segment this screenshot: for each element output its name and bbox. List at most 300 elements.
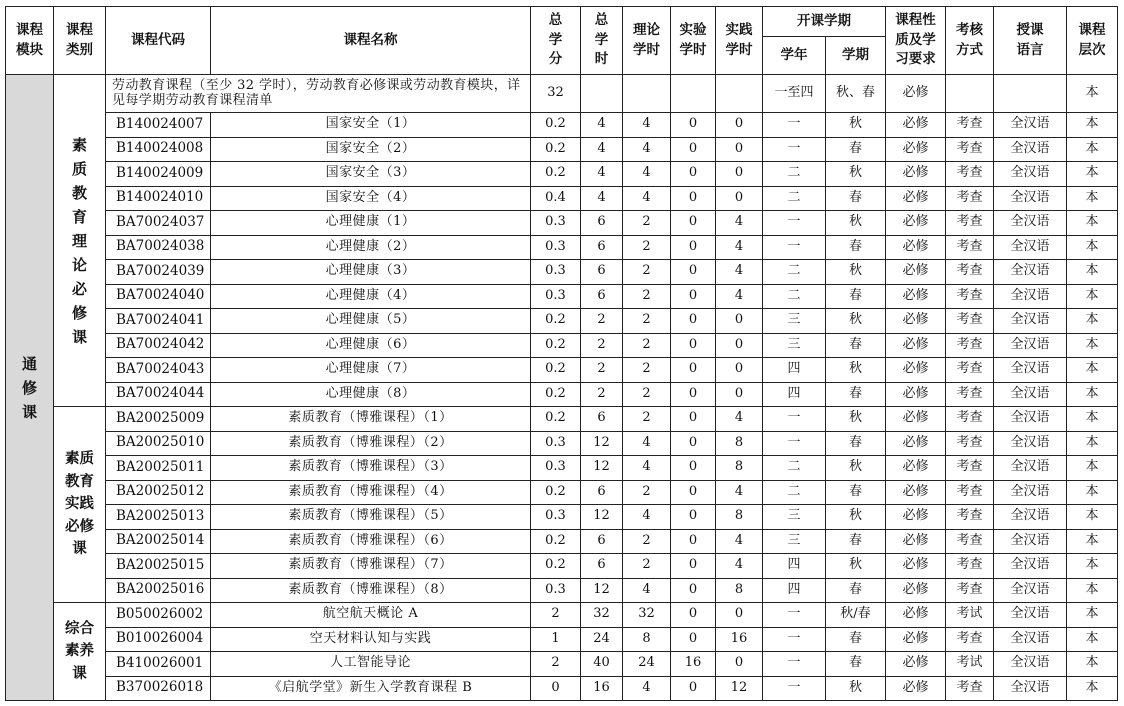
year-cell: 四 — [763, 382, 826, 407]
theory-cell: 2 — [623, 358, 671, 383]
code-cell: BA20025016 — [106, 578, 211, 603]
lang-cell: 全汉语 — [994, 382, 1067, 407]
practice-cell: 0 — [716, 652, 763, 677]
year-cell: 二 — [763, 260, 826, 285]
term-cell: 秋 — [826, 676, 886, 701]
module-label: 通修课 — [21, 354, 37, 421]
credit-cell: 0.3 — [531, 456, 581, 481]
level-cell: 本 — [1067, 235, 1118, 260]
lab-cell — [671, 75, 716, 113]
name-cell: 心理健康（8） — [211, 382, 531, 407]
theory-cell: 2 — [623, 529, 671, 554]
lang-cell: 全汉语 — [994, 505, 1067, 530]
year-cell: 一 — [763, 235, 826, 260]
level-cell: 本 — [1067, 652, 1118, 677]
category-cell — [54, 407, 106, 603]
theory-cell: 4 — [623, 113, 671, 138]
credit-cell: 0.3 — [531, 505, 581, 530]
hours-cell: 4 — [581, 113, 623, 138]
code-cell: B140024009 — [106, 162, 211, 187]
name-cell: 素质教育（博雅课程）（4） — [211, 480, 531, 505]
table-row — [6, 75, 1118, 113]
term-cell: 春 — [826, 382, 886, 407]
assess-cell: 考查 — [946, 162, 994, 187]
term-cell: 秋 — [826, 162, 886, 187]
level-cell: 本 — [1067, 505, 1118, 530]
table-row — [6, 603, 1118, 628]
hours-cell: 2 — [581, 358, 623, 383]
lab-cell: 0 — [671, 358, 716, 383]
name-cell: 心理健康（2） — [211, 235, 531, 260]
practice-cell: 0 — [716, 382, 763, 407]
hours-cell: 6 — [581, 529, 623, 554]
credit-cell: 0.4 — [531, 186, 581, 211]
credit-cell: 0.3 — [531, 235, 581, 260]
level-cell: 本 — [1067, 333, 1118, 358]
nature-cell: 必修 — [886, 137, 946, 162]
term-cell: 春 — [826, 652, 886, 677]
code-cell: BA70024044 — [106, 382, 211, 407]
table-row — [6, 113, 1118, 138]
lab-cell: 16 — [671, 652, 716, 677]
header-category: 课程 类别 — [54, 7, 106, 75]
practice-cell: 4 — [716, 260, 763, 285]
assess-cell: 考查 — [946, 260, 994, 285]
name-cell: 素质教育（博雅课程）（8） — [211, 578, 531, 603]
hours-cell: 6 — [581, 407, 623, 432]
nature-cell: 必修 — [886, 578, 946, 603]
hours-cell: 24 — [581, 627, 623, 652]
code-cell: B140024008 — [106, 137, 211, 162]
code-cell: BA70024043 — [106, 358, 211, 383]
assess-cell: 考查 — [946, 627, 994, 652]
lab-cell: 0 — [671, 431, 716, 456]
hours-cell: 6 — [581, 554, 623, 579]
table-row — [6, 407, 1118, 432]
nature-cell: 必修 — [886, 431, 946, 456]
code-cell: B010026004 — [106, 627, 211, 652]
name-cell: 素质教育（博雅课程）（6） — [211, 529, 531, 554]
lab-cell: 0 — [671, 407, 716, 432]
module-cell — [6, 75, 54, 701]
level-cell: 本 — [1067, 554, 1118, 579]
theory-cell: 4 — [623, 186, 671, 211]
lang-cell: 全汉语 — [994, 235, 1067, 260]
table-row — [6, 260, 1118, 285]
name-cell: 人工智能导论 — [211, 652, 531, 677]
table-row — [6, 627, 1118, 652]
code-cell: BA70024041 — [106, 309, 211, 334]
term-cell: 秋 — [826, 505, 886, 530]
header-assess: 考核 方式 — [946, 7, 994, 75]
nature-cell: 必修 — [886, 480, 946, 505]
year-cell: 四 — [763, 554, 826, 579]
header-practice: 实践 学时 — [716, 7, 763, 75]
year-cell: 三 — [763, 505, 826, 530]
term-cell: 秋 — [826, 358, 886, 383]
year-cell: 一 — [763, 431, 826, 456]
lang-cell: 全汉语 — [994, 627, 1067, 652]
term-cell: 春 — [826, 186, 886, 211]
table-row — [6, 578, 1118, 603]
term-cell: 春 — [826, 333, 886, 358]
lang-cell: 全汉语 — [994, 407, 1067, 432]
table-row — [6, 309, 1118, 334]
year-cell: 四 — [763, 578, 826, 603]
level-cell: 本 — [1067, 284, 1118, 309]
year-cell: 一 — [763, 137, 826, 162]
practice-cell: 4 — [716, 284, 763, 309]
lab-cell: 0 — [671, 186, 716, 211]
header-theory: 理论 学时 — [623, 7, 671, 75]
lang-cell: 全汉语 — [994, 309, 1067, 334]
term-cell: 秋 — [826, 211, 886, 236]
theory-cell: 4 — [623, 137, 671, 162]
credit-cell: 0.2 — [531, 529, 581, 554]
lang-cell: 全汉语 — [994, 358, 1067, 383]
term-cell: 秋、春 — [826, 75, 886, 113]
theory-cell: 2 — [623, 407, 671, 432]
credit-cell: 0.2 — [531, 162, 581, 187]
practice-cell: 8 — [716, 505, 763, 530]
level-cell: 本 — [1067, 480, 1118, 505]
theory-cell: 4 — [623, 505, 671, 530]
level-cell: 本 — [1067, 578, 1118, 603]
practice-cell: 4 — [716, 554, 763, 579]
nature-cell: 必修 — [886, 627, 946, 652]
nature-cell: 必修 — [886, 529, 946, 554]
lab-cell: 0 — [671, 235, 716, 260]
level-cell: 本 — [1067, 75, 1118, 113]
category-cell — [54, 603, 106, 701]
level-cell: 本 — [1067, 676, 1118, 701]
name-cell: 心理健康（4） — [211, 284, 531, 309]
level-cell: 本 — [1067, 358, 1118, 383]
hours-cell: 2 — [581, 382, 623, 407]
lab-cell: 0 — [671, 480, 716, 505]
header-term: 学期 — [826, 37, 886, 75]
code-cell: BA20025012 — [106, 480, 211, 505]
theory-cell: 4 — [623, 578, 671, 603]
assess-cell: 考查 — [946, 235, 994, 260]
theory-cell: 32 — [623, 603, 671, 628]
hours-cell — [581, 75, 623, 113]
hours-cell: 12 — [581, 431, 623, 456]
level-cell: 本 — [1067, 456, 1118, 481]
year-cell: 一 — [763, 676, 826, 701]
lab-cell: 0 — [671, 505, 716, 530]
code-cell: BA20025009 — [106, 407, 211, 432]
table-row — [6, 162, 1118, 187]
header-lab: 实验 学时 — [671, 7, 716, 75]
code-cell: BA20025011 — [106, 456, 211, 481]
theory-cell: 2 — [623, 260, 671, 285]
assess-cell: 考查 — [946, 382, 994, 407]
practice-cell: 4 — [716, 211, 763, 236]
term-cell: 秋 — [826, 260, 886, 285]
level-cell: 本 — [1067, 407, 1118, 432]
term-cell: 秋 — [826, 113, 886, 138]
nature-cell: 必修 — [886, 603, 946, 628]
name-cell: 航空航天概论 A — [211, 603, 531, 628]
theory-cell: 4 — [623, 162, 671, 187]
level-cell: 本 — [1067, 137, 1118, 162]
year-cell: 一 — [763, 407, 826, 432]
name-cell: 《启航学堂》新生入学教育课程 B — [211, 676, 531, 701]
lab-cell: 0 — [671, 211, 716, 236]
hours-cell: 40 — [581, 652, 623, 677]
assess-cell: 考查 — [946, 284, 994, 309]
nature-cell: 必修 — [886, 162, 946, 187]
year-cell: 三 — [763, 309, 826, 334]
practice-cell: 0 — [716, 333, 763, 358]
term-cell: 春 — [826, 578, 886, 603]
lab-cell: 0 — [671, 676, 716, 701]
lang-cell: 全汉语 — [994, 284, 1067, 309]
table-row — [6, 284, 1118, 309]
lang-cell — [994, 75, 1067, 113]
nature-cell: 必修 — [886, 75, 946, 113]
year-cell: 三 — [763, 529, 826, 554]
assess-cell: 考查 — [946, 113, 994, 138]
name-cell: 素质教育（博雅课程）（1） — [211, 407, 531, 432]
hours-cell: 6 — [581, 284, 623, 309]
practice-cell: 8 — [716, 456, 763, 481]
name-cell: 空天材料认知与实践 — [211, 627, 531, 652]
table-row — [6, 456, 1118, 481]
assess-cell: 考查 — [946, 137, 994, 162]
code-cell: BA70024037 — [106, 211, 211, 236]
practice-cell: 0 — [716, 603, 763, 628]
header-semester: 开课学期 — [763, 7, 886, 37]
theory-cell: 4 — [623, 676, 671, 701]
nature-cell: 必修 — [886, 284, 946, 309]
term-cell: 秋 — [826, 309, 886, 334]
year-cell: 一至四 — [763, 75, 826, 113]
theory-cell: 2 — [623, 554, 671, 579]
hours-cell: 6 — [581, 260, 623, 285]
lang-cell: 全汉语 — [994, 162, 1067, 187]
theory-cell: 2 — [623, 480, 671, 505]
header-module-text: 课程 模块 — [16, 21, 43, 58]
nature-cell: 必修 — [886, 382, 946, 407]
credit-cell: 0.2 — [531, 407, 581, 432]
name-cell: 心理健康（3） — [211, 260, 531, 285]
table-row — [6, 554, 1118, 579]
assess-cell: 考试 — [946, 603, 994, 628]
practice-cell: 4 — [716, 235, 763, 260]
lab-cell: 0 — [671, 309, 716, 334]
hours-cell: 12 — [581, 456, 623, 481]
assess-cell — [946, 75, 994, 113]
term-cell: 秋 — [826, 554, 886, 579]
practice-cell: 0 — [716, 162, 763, 187]
nature-cell: 必修 — [886, 652, 946, 677]
nature-cell: 必修 — [886, 456, 946, 481]
lang-cell: 全汉语 — [994, 260, 1067, 285]
nature-cell: 必修 — [886, 186, 946, 211]
year-cell: 二 — [763, 456, 826, 481]
assess-cell: 考查 — [946, 480, 994, 505]
code-cell: B410026001 — [106, 652, 211, 677]
hours-cell: 4 — [581, 137, 623, 162]
practice-cell: 12 — [716, 676, 763, 701]
header-year: 学年 — [763, 37, 826, 75]
lang-cell: 全汉语 — [994, 578, 1067, 603]
credit-cell: 0.2 — [531, 480, 581, 505]
credit-cell: 0.2 — [531, 309, 581, 334]
code-cell: B140024007 — [106, 113, 211, 138]
name-cell: 素质教育（博雅课程）（3） — [211, 456, 531, 481]
level-cell: 本 — [1067, 627, 1118, 652]
term-cell: 春 — [826, 529, 886, 554]
theory-cell: 2 — [623, 309, 671, 334]
lang-cell: 全汉语 — [994, 431, 1067, 456]
practice-cell — [716, 75, 763, 113]
lang-cell: 全汉语 — [994, 113, 1067, 138]
credit-cell: 0.2 — [531, 113, 581, 138]
year-cell: 二 — [763, 186, 826, 211]
practice-cell: 0 — [716, 186, 763, 211]
header-lang: 授课 语言 — [994, 7, 1067, 75]
nature-cell: 必修 — [886, 260, 946, 285]
term-cell: 春 — [826, 480, 886, 505]
name-cell: 国家安全（4） — [211, 186, 531, 211]
credit-cell: 2 — [531, 652, 581, 677]
lab-cell: 0 — [671, 627, 716, 652]
term-cell: 春 — [826, 235, 886, 260]
level-cell: 本 — [1067, 382, 1118, 407]
level-cell: 本 — [1067, 529, 1118, 554]
year-cell: 二 — [763, 162, 826, 187]
category-cell — [54, 75, 106, 407]
code-cell: B050026002 — [106, 603, 211, 628]
year-cell: 一 — [763, 113, 826, 138]
code-cell: BA20025014 — [106, 529, 211, 554]
level-cell: 本 — [1067, 162, 1118, 187]
practice-cell: 4 — [716, 480, 763, 505]
category-label: 素质教育实践必修课 — [65, 450, 94, 558]
term-cell: 春 — [826, 284, 886, 309]
table-row — [6, 505, 1118, 530]
code-cell: BA20025010 — [106, 431, 211, 456]
credit-cell: 2 — [531, 603, 581, 628]
theory-cell: 2 — [623, 333, 671, 358]
practice-cell: 0 — [716, 113, 763, 138]
table-row — [6, 480, 1118, 505]
hours-cell: 16 — [581, 676, 623, 701]
hours-cell: 12 — [581, 578, 623, 603]
code-cell: BA20025013 — [106, 505, 211, 530]
table-body — [6, 75, 1118, 701]
table-row — [6, 431, 1118, 456]
header-module — [6, 7, 54, 75]
assess-cell: 考试 — [946, 652, 994, 677]
code-cell: B370026018 — [106, 676, 211, 701]
nature-cell: 必修 — [886, 676, 946, 701]
lab-cell: 0 — [671, 137, 716, 162]
nature-cell: 必修 — [886, 407, 946, 432]
name-cell: 素质教育（博雅课程）（2） — [211, 431, 531, 456]
code-cell: BA20025015 — [106, 554, 211, 579]
hours-cell: 4 — [581, 186, 623, 211]
assess-cell: 考查 — [946, 578, 994, 603]
credit-cell: 0.3 — [531, 578, 581, 603]
assess-cell: 考查 — [946, 309, 994, 334]
code-cell: B140024010 — [106, 186, 211, 211]
term-cell: 春 — [826, 431, 886, 456]
theory-cell: 2 — [623, 382, 671, 407]
year-cell: 一 — [763, 211, 826, 236]
level-cell: 本 — [1067, 186, 1118, 211]
table-row — [6, 186, 1118, 211]
term-cell: 春 — [826, 627, 886, 652]
header-name: 课程名称 — [211, 7, 531, 75]
hours-cell: 2 — [581, 309, 623, 334]
practice-cell: 16 — [716, 627, 763, 652]
name-cell: 心理健康（1） — [211, 211, 531, 236]
table-row — [6, 333, 1118, 358]
header-credit: 总 学 分 — [531, 7, 581, 75]
lang-cell: 全汉语 — [994, 554, 1067, 579]
practice-cell: 4 — [716, 529, 763, 554]
credit-cell: 0.3 — [531, 431, 581, 456]
term-cell: 秋 — [826, 456, 886, 481]
hours-cell: 2 — [581, 333, 623, 358]
credit-cell: 0.2 — [531, 382, 581, 407]
year-cell: 二 — [763, 480, 826, 505]
lang-cell: 全汉语 — [994, 333, 1067, 358]
table-row — [6, 211, 1118, 236]
theory-cell: 4 — [623, 431, 671, 456]
lang-cell: 全汉语 — [994, 186, 1067, 211]
lang-cell: 全汉语 — [994, 652, 1067, 677]
assess-cell: 考查 — [946, 676, 994, 701]
year-cell: 四 — [763, 358, 826, 383]
lang-cell: 全汉语 — [994, 480, 1067, 505]
nature-cell: 必修 — [886, 113, 946, 138]
level-cell: 本 — [1067, 309, 1118, 334]
assess-cell: 考查 — [946, 529, 994, 554]
term-cell: 秋 — [826, 407, 886, 432]
theory-cell: 24 — [623, 652, 671, 677]
table-row — [6, 235, 1118, 260]
code-cell: BA70024042 — [106, 333, 211, 358]
credit-cell: 0.2 — [531, 554, 581, 579]
table-row — [6, 382, 1118, 407]
name-cell: 心理健康（5） — [211, 309, 531, 334]
lang-cell: 全汉语 — [994, 603, 1067, 628]
nature-cell: 必修 — [886, 333, 946, 358]
theory-cell: 4 — [623, 456, 671, 481]
credit-cell: 0.2 — [531, 333, 581, 358]
nature-cell: 必修 — [886, 235, 946, 260]
course-name: 劳动教育课程（至少 32 学时），劳动教育必修课或劳动教育模块，详见每学期劳动教育课程清单 — [106, 75, 531, 113]
credit-cell: 1 — [531, 627, 581, 652]
hours-cell: 6 — [581, 480, 623, 505]
credit-cell: 32 — [531, 75, 581, 113]
name-cell: 素质教育（博雅课程）（5） — [211, 505, 531, 530]
category-label: 素质教育理论必修课 — [71, 135, 87, 346]
assess-cell: 考查 — [946, 431, 994, 456]
term-cell: 秋/春 — [826, 603, 886, 628]
theory-cell: 2 — [623, 235, 671, 260]
lab-cell: 0 — [671, 162, 716, 187]
lab-cell: 0 — [671, 333, 716, 358]
code-cell: BA70024039 — [106, 260, 211, 285]
table-row — [6, 358, 1118, 383]
practice-cell: 0 — [716, 309, 763, 334]
